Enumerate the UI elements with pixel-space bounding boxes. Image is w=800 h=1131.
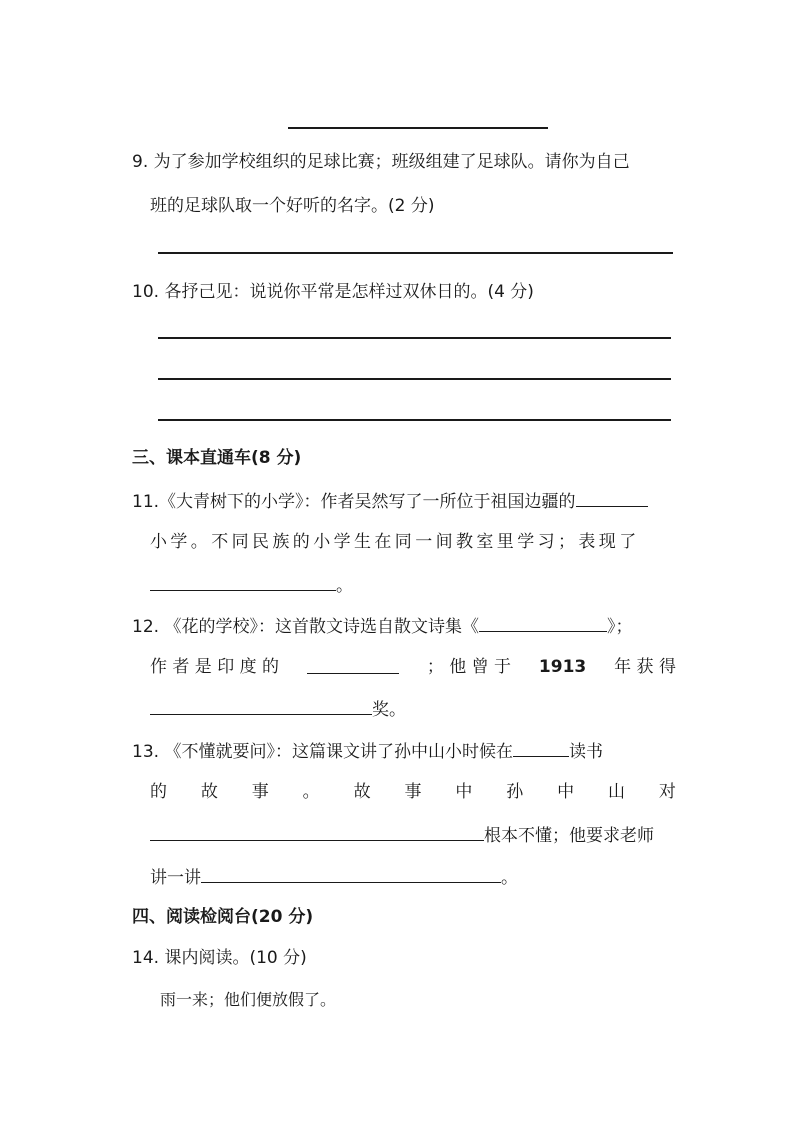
q13-char: 对 [658, 782, 676, 802]
q13-blank-subject[interactable] [150, 822, 484, 841]
q13-line4-text: 讲一讲 [150, 868, 201, 888]
q13-char: 中 [557, 782, 575, 802]
q11-line1 [132, 488, 648, 514]
q13-line1-text: 13. 《不懂就要问》：这篇课文讲了孙中山小时候在 [132, 742, 513, 762]
q12-line1 [132, 613, 632, 639]
q13-line4-end: 。 [501, 868, 518, 888]
q13-char: 事 [251, 782, 269, 802]
q11-blank-2[interactable] [150, 572, 336, 591]
q12-line1-text: 12. 《花的学校》：这首散文诗选自散文诗集《 [132, 617, 479, 637]
q13-char: 中 [455, 782, 473, 802]
q13-line1 [132, 738, 603, 764]
q9-answer-line[interactable] [158, 252, 673, 254]
q13-char: 山 [608, 782, 626, 802]
q10-answer-line-2[interactable] [158, 378, 671, 380]
q12-blank-award[interactable] [150, 696, 372, 715]
q13-char: 孙 [506, 782, 524, 802]
q11-line3-end: 。 [336, 576, 353, 596]
q10-answer-line-3[interactable] [158, 419, 671, 421]
q13-char: 事 [404, 782, 422, 802]
q13-line1-end: 读书 [568, 742, 603, 762]
q12-line3-end: 奖。 [372, 700, 406, 720]
section3-title: 三、课本直通车(8 分) [132, 448, 302, 468]
q13-blank-place[interactable] [513, 738, 569, 757]
q12-author-label: 作 者 是 印 度 的 [150, 657, 280, 677]
q13-blank-request[interactable] [201, 864, 501, 883]
q12-year: 1913 [538, 657, 587, 677]
q10-answer-line-1[interactable] [158, 337, 671, 339]
q12-line3 [150, 696, 406, 722]
q12-line1-end: 》； [606, 617, 633, 637]
q13-line4 [150, 864, 518, 890]
q10-line1: 10. 各抒己见：说说你平常是怎样过双休日的。(4 分) [132, 282, 534, 302]
q13-char: 。 [302, 782, 320, 802]
section4-title: 四、阅读检阅台(20 分) [132, 907, 314, 927]
q13-char: 故 [353, 782, 371, 802]
q13-line3 [150, 822, 654, 848]
q11-line1-text: 11.《大青树下的小学》：作者吴然写了一所位于祖国边疆的 [132, 492, 576, 512]
q12-blank-collection[interactable] [479, 613, 607, 632]
q12-line2-mid: ； 他 曾 于 [426, 657, 512, 677]
q14-passage: 雨一来；他们便放假了。 [160, 990, 337, 1009]
q12-line2-end: 年 获 得 [614, 657, 676, 677]
q13-line3-end: 根本不懂；他要求老师 [484, 826, 654, 846]
q11-line2: 小学。不同民族的小学生在同一间教室里学习；表现了 [150, 532, 640, 552]
q13-line2 [150, 780, 676, 804]
q12-blank-author[interactable] [307, 655, 399, 674]
q14-line1: 14. 课内阅读。(10 分) [132, 948, 307, 968]
q11-line3 [150, 572, 353, 598]
q11-blank-1[interactable] [576, 488, 648, 507]
q9-line2: 班的足球队取一个好听的名字。(2 分) [150, 196, 435, 216]
q9-line1: 9. 为了参加学校组织的足球比赛；班级组建了足球队。请你为自己 [132, 152, 630, 172]
q13-char: 故 [200, 782, 218, 802]
answer-line-top[interactable] [288, 127, 548, 129]
q12-line2 [150, 655, 676, 679]
q13-char: 的 [150, 782, 167, 802]
